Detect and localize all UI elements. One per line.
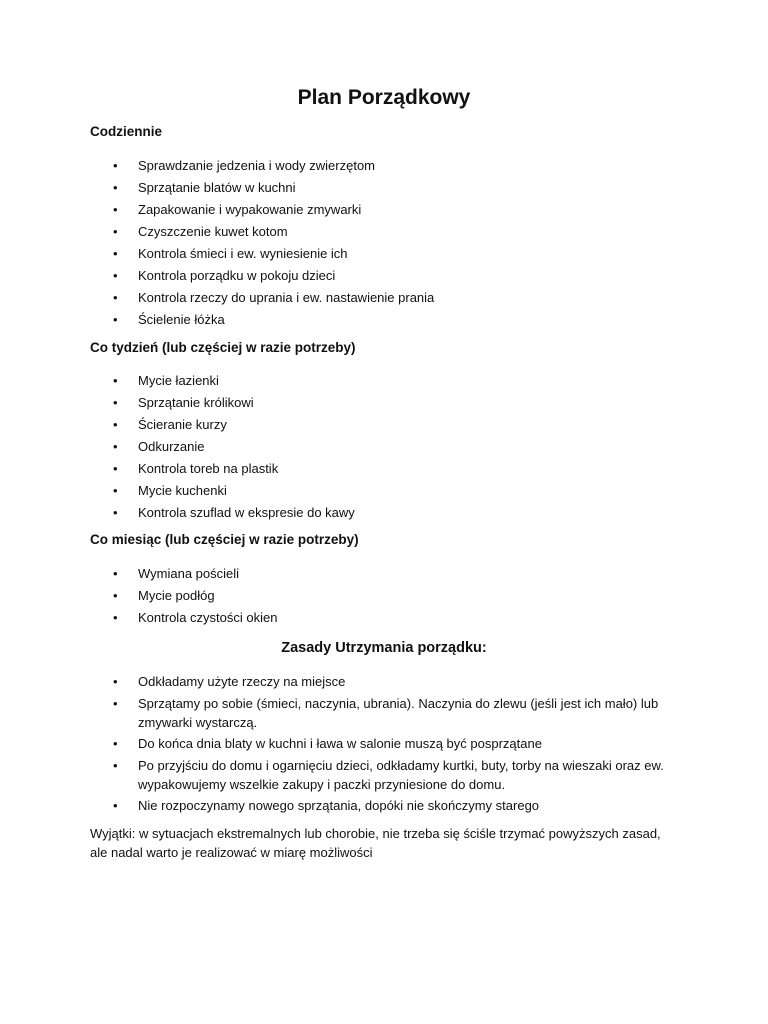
bullet-icon: • bbox=[113, 610, 118, 625]
list-item-text: Mycie podłóg bbox=[138, 588, 215, 603]
rule-item-text: Do końca dnia blaty w kuchni i ława w salonie muszą być posprzątane bbox=[138, 736, 542, 751]
section-heading-daily: Codziennie bbox=[90, 124, 163, 139]
bullet-icon: • bbox=[113, 483, 118, 498]
list-item-text: Kontrola szuflad w ekspresie do kawy bbox=[138, 505, 355, 520]
bullet-icon: • bbox=[113, 312, 118, 327]
list-item-text: Ścieranie kurzy bbox=[138, 417, 227, 432]
list-item-text: Sprzątanie królikowi bbox=[138, 395, 254, 410]
rule-item-text: Odkładamy użyte rzeczy na miejsce bbox=[138, 674, 346, 689]
exceptions-note: Wyjątki: w sytuacjach ekstremalnych lub chorobie, nie trzeba się ściśle trzymać powyższych zasad, ale nadal warto je realizować w miarę możliwości bbox=[90, 826, 661, 860]
bullet-icon: • bbox=[113, 180, 118, 195]
bullet-icon: • bbox=[113, 224, 118, 239]
bullet-icon: • bbox=[113, 373, 118, 388]
page-title: Plan Porządkowy bbox=[297, 86, 471, 109]
rule-item-text: Po przyjściu do domu i ogarnięciu dzieci, odkładamy kurtki, buty, torby na wieszaki oraz ew. wypakowujemy wszelkie zakupy i paczki przyniesione do domu. bbox=[138, 758, 664, 792]
rule-item-text: Sprzątamy po sobie (śmieci, naczynia, ubrania). Naczynia do zlewu (jeśli jest ich mało) lub zmywarki wystarczą. bbox=[138, 696, 659, 730]
list-item-text: Odkurzanie bbox=[138, 439, 205, 454]
bullet-icon: • bbox=[113, 417, 118, 432]
rule-item-text: Nie rozpoczynamy nowego sprzątania, dopóki nie skończymy starego bbox=[138, 798, 540, 813]
bullet-icon: • bbox=[113, 268, 118, 283]
bullet-icon: • bbox=[113, 461, 118, 476]
list-item-text: Sprzątanie blatów w kuchni bbox=[138, 180, 296, 195]
bullet-icon: • bbox=[113, 736, 118, 751]
list-item-text: Kontrola porządku w pokoju dzieci bbox=[138, 268, 336, 283]
list-item-text: Czyszczenie kuwet kotom bbox=[138, 224, 288, 239]
bullet-icon: • bbox=[113, 395, 118, 410]
list-item-text: Kontrola rzeczy do uprania i ew. nastawienie prania bbox=[138, 290, 435, 305]
list-item-text: Ścielenie łóżka bbox=[138, 312, 225, 327]
bullet-icon: • bbox=[113, 758, 118, 773]
list-item-text: Wymiana pościeli bbox=[138, 566, 240, 581]
list-item-text: Mycie kuchenki bbox=[138, 483, 227, 498]
bullet-icon: • bbox=[113, 588, 118, 603]
bullet-icon: • bbox=[113, 290, 118, 305]
section-heading-weekly: Co tydzień (lub częściej w razie potrzeby) bbox=[90, 340, 356, 355]
bullet-icon: • bbox=[113, 674, 118, 689]
bullet-icon: • bbox=[113, 202, 118, 217]
list-item-text: Zapakowanie i wypakowanie zmywarki bbox=[138, 202, 362, 217]
bullet-icon: • bbox=[113, 439, 118, 454]
list-item-text: Kontrola toreb na plastik bbox=[138, 461, 279, 476]
bullet-icon: • bbox=[113, 696, 118, 711]
list-item-text: Mycie łazienki bbox=[138, 373, 219, 388]
rules-heading: Zasady Utrzymania porządku: bbox=[281, 640, 487, 656]
bullet-icon: • bbox=[113, 798, 118, 813]
list-item-text: Kontrola czystości okien bbox=[138, 610, 278, 625]
bullet-icon: • bbox=[113, 158, 118, 173]
bullet-icon: • bbox=[113, 505, 118, 520]
bullet-icon: • bbox=[113, 246, 118, 261]
section-heading-monthly: Co miesiąc (lub częściej w razie potrzeby) bbox=[90, 532, 359, 547]
bullet-icon: • bbox=[113, 566, 118, 581]
list-item-text: Sprawdzanie jedzenia i wody zwierzętom bbox=[138, 158, 376, 173]
list-item-text: Kontrola śmieci i ew. wyniesienie ich bbox=[138, 246, 348, 261]
